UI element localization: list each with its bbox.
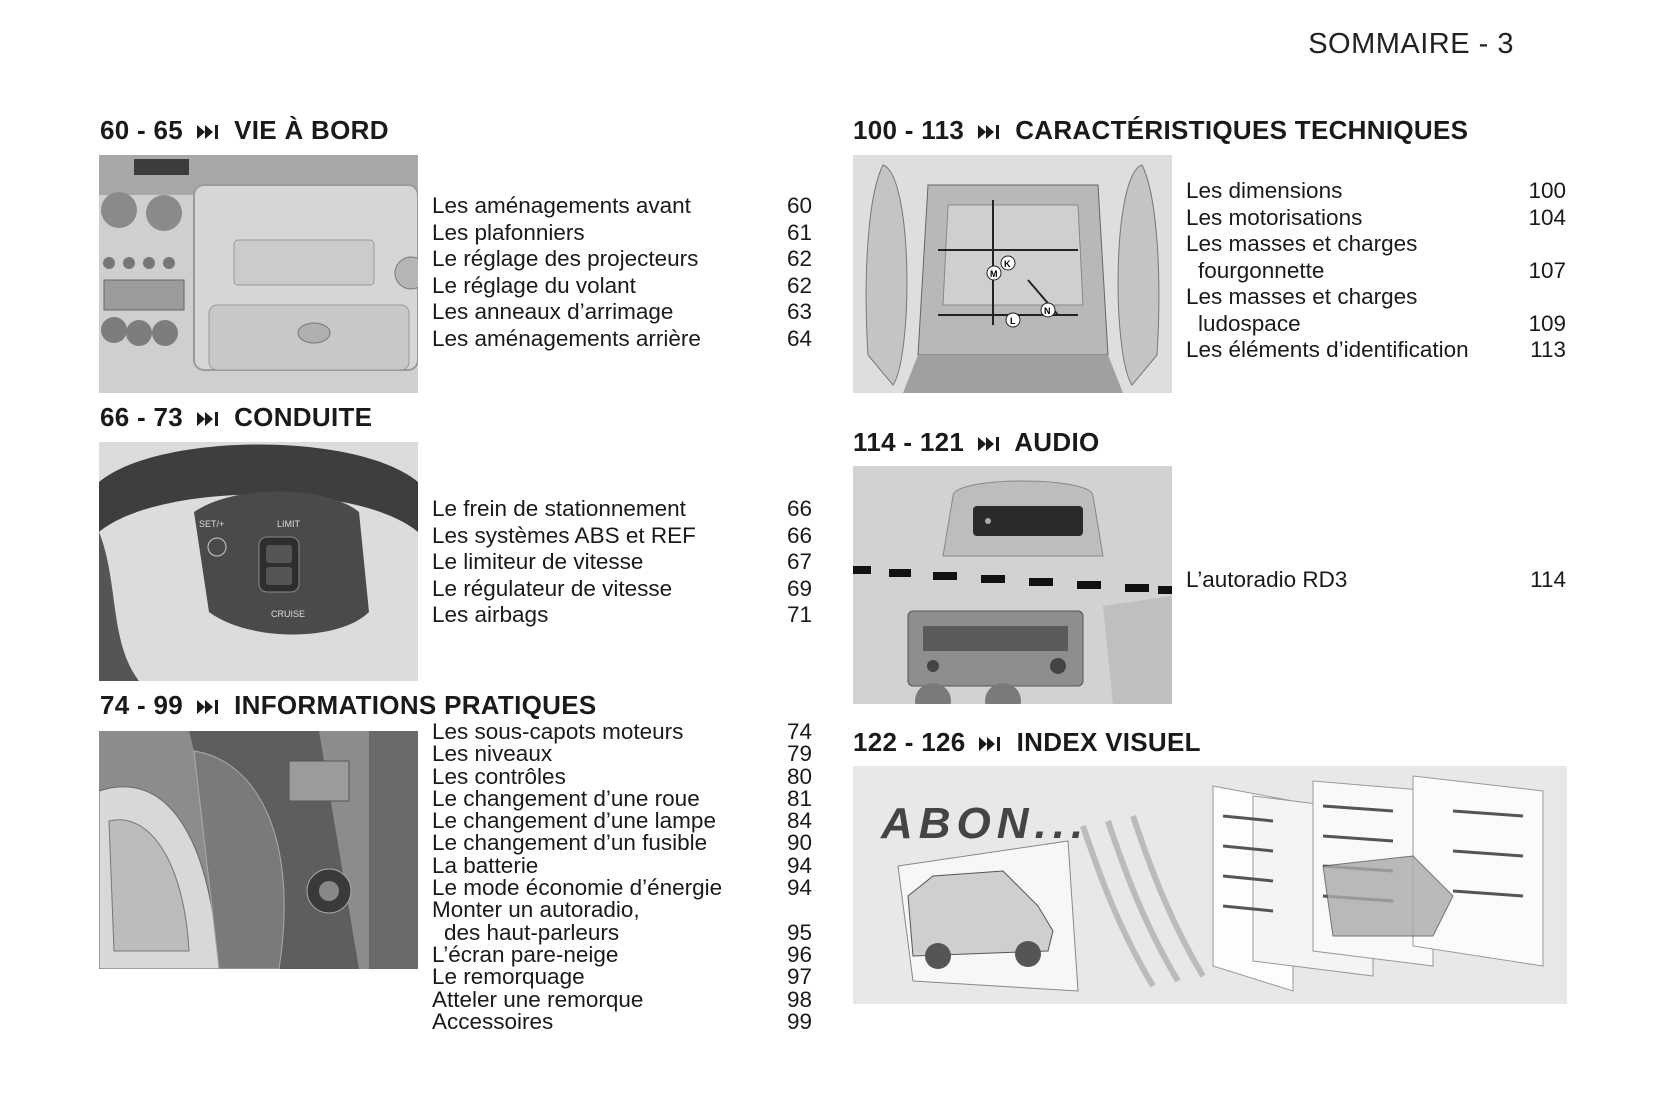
- toc-row[interactable]: Monter un autoradio,: [432, 897, 640, 923]
- toc-informations-pratiques: [432, 721, 812, 1033]
- dashboard-photo: [99, 155, 418, 393]
- toc-row[interactable]: des haut-parleurs 95: [444, 919, 812, 945]
- toc-row[interactable]: Les masses et charges: [1186, 284, 1418, 309]
- dimension-k-label: K: [1004, 259, 1011, 269]
- toc-row[interactable]: L’autoradio RD3 114: [1186, 567, 1566, 592]
- steering-stalk-photo: [99, 442, 418, 681]
- visual-index-illustration: [853, 766, 1567, 1004]
- toc-row[interactable]: Le régulateur de vitesse 69: [432, 575, 812, 601]
- dimension-m-label: M: [990, 269, 998, 279]
- toc-row[interactable]: Les niveaux 79: [432, 741, 812, 767]
- section-name: INDEX VISUEL: [1016, 727, 1201, 757]
- engine-bay-photo: [99, 731, 418, 969]
- limit-label: LIMIT: [277, 519, 301, 529]
- toc-row[interactable]: L’écran pare-neige 96: [432, 941, 812, 967]
- toc-row[interactable]: ludospace 109: [1198, 310, 1566, 336]
- audio-photo: [853, 466, 1172, 704]
- skip-forward-icon: [979, 729, 1003, 760]
- toc-vie-a-bord: [432, 193, 812, 352]
- section-range: 122 - 126: [853, 727, 966, 757]
- section-name: INFORMATIONS PRATIQUES: [234, 690, 597, 720]
- set-label: SET/+: [199, 519, 225, 529]
- toc-audio: [1186, 567, 1566, 594]
- toc-row[interactable]: Le réglage du volant 62: [432, 272, 812, 298]
- toc-row[interactable]: Le limiteur de vitesse 67: [432, 549, 812, 574]
- toc-row[interactable]: Le frein de stationnement 66: [432, 496, 812, 521]
- section-range: 66 - 73: [100, 402, 184, 432]
- toc-row[interactable]: Les éléments d’identification 113: [1186, 337, 1566, 362]
- toc-row[interactable]: Les sous-capots moteurs 74: [432, 719, 812, 744]
- skip-forward-icon: [978, 429, 1002, 460]
- section-range: 100 - 113: [853, 115, 965, 145]
- skip-forward-icon: [197, 404, 221, 435]
- section-name: CONDUITE: [234, 402, 373, 432]
- toc-row[interactable]: Accessoires 99: [432, 1008, 812, 1034]
- toc-caracteristiques-techniques: [1186, 178, 1566, 364]
- toc-row[interactable]: Les masses et charges: [1186, 231, 1418, 256]
- toc-row[interactable]: Les motorisations 104: [1186, 204, 1566, 230]
- toc-row[interactable]: Le remorquage 97: [432, 964, 812, 990]
- dimension-l-label: L: [1010, 316, 1016, 326]
- toc-row[interactable]: Les dimensions 100: [1186, 178, 1566, 203]
- toc-row[interactable]: Le changement d’une roue 81: [432, 785, 812, 811]
- logo-text: ABON...: [881, 799, 1090, 848]
- section-name: CARACTÉRISTIQUES TECHNIQUES: [1015, 115, 1469, 145]
- toc-row[interactable]: La batterie 94: [432, 852, 812, 878]
- cargo-dimensions-photo: [853, 155, 1172, 393]
- section-title-caracteristiques-techniques[interactable]: [853, 115, 1468, 148]
- toc-row[interactable]: Le réglage des projecteurs 62: [432, 246, 812, 271]
- toc-row[interactable]: Les systèmes ABS et REF 66: [432, 522, 812, 548]
- skip-forward-icon: [197, 692, 221, 723]
- section-title-conduite[interactable]: [100, 402, 372, 435]
- section-name: AUDIO: [1014, 427, 1100, 457]
- section-range: 114 - 121: [853, 427, 965, 457]
- toc-row[interactable]: Les contrôles 80: [432, 763, 812, 789]
- section-title-audio[interactable]: [853, 427, 1100, 460]
- toc-row[interactable]: Le mode économie d’énergie 94: [432, 875, 812, 901]
- toc-row[interactable]: Le changement d’une lampe 84: [432, 808, 812, 834]
- toc-row[interactable]: Le changement d’un fusible 90: [432, 830, 812, 856]
- section-range: 74 - 99: [100, 690, 184, 720]
- toc-row[interactable]: Les airbags 71: [432, 602, 812, 627]
- dimension-n-label: N: [1044, 306, 1051, 316]
- toc-row[interactable]: Atteler une remorque 98: [432, 986, 812, 1012]
- toc-row[interactable]: fourgonnette 107: [1198, 257, 1566, 283]
- section-title-index-visuel[interactable]: [853, 727, 1201, 760]
- toc-row[interactable]: Les anneaux d’arrimage 63: [432, 299, 812, 324]
- toc-row[interactable]: Les plafonniers 61: [432, 219, 812, 245]
- section-range: 60 - 65: [100, 115, 184, 145]
- skip-forward-icon: [197, 117, 221, 148]
- page-title: SOMMAIRE - 3: [1308, 28, 1514, 60]
- skip-forward-icon: [978, 117, 1002, 148]
- cruise-label: CRUISE: [271, 609, 306, 619]
- section-name: VIE À BORD: [234, 115, 389, 145]
- toc-row[interactable]: Les aménagements avant 60: [432, 193, 812, 218]
- toc-row[interactable]: Les aménagements arrière 64: [432, 325, 812, 351]
- section-title-vie-a-bord[interactable]: [100, 115, 389, 148]
- toc-conduite: [432, 496, 812, 629]
